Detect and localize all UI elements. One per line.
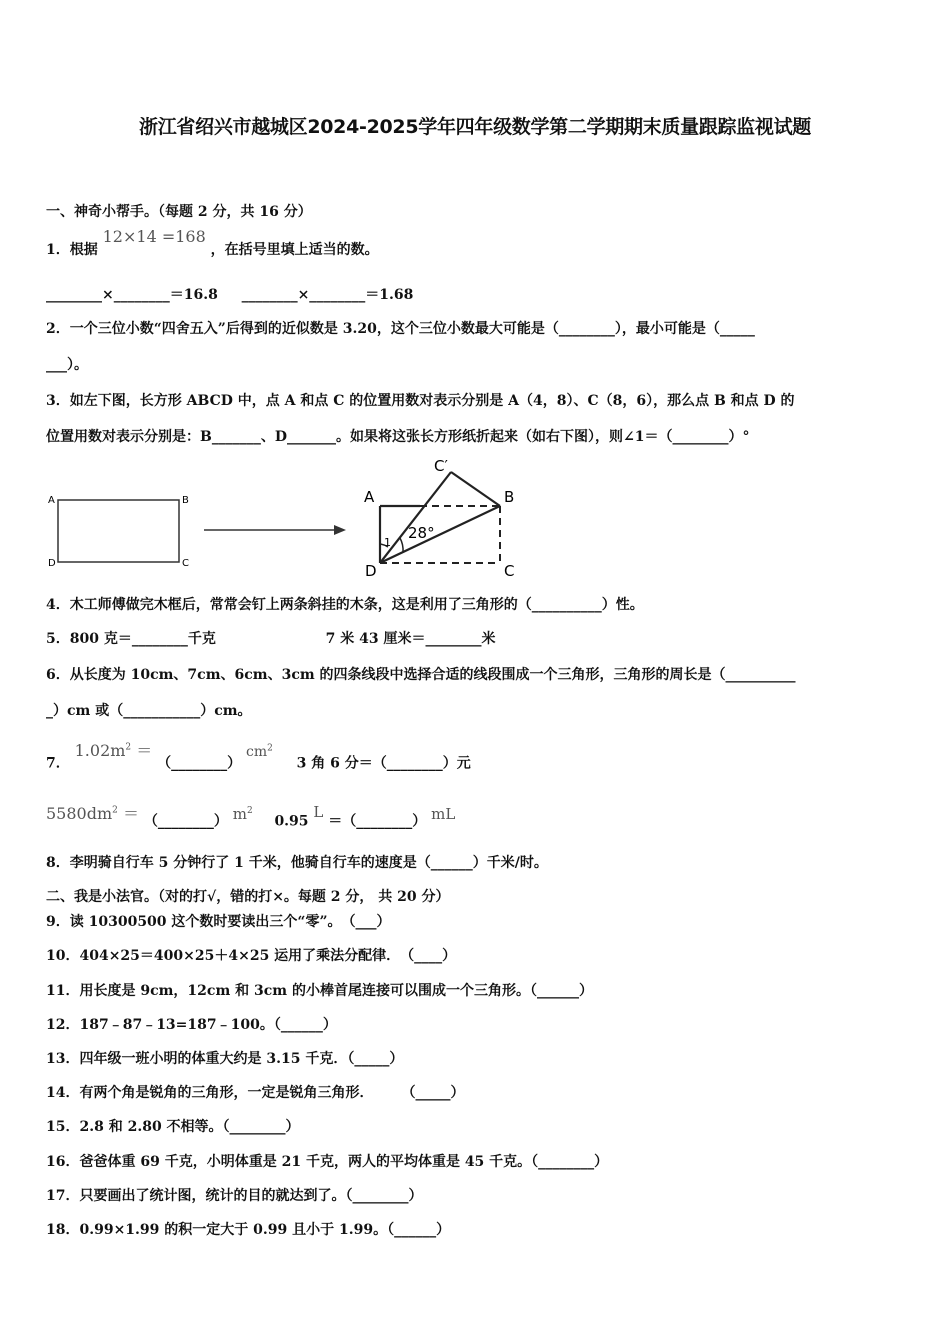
question-6-line2: _）cm 或（___________）cm。 — [46, 703, 252, 719]
q7-volume-value: 0.95 — [274, 813, 309, 830]
arrow-head — [334, 525, 346, 535]
edge-cpb — [451, 472, 500, 506]
question-8: 8．李明骑自行车 5 分钟行了 1 千米，他骑自行车的速度是（______）千米/时。 — [46, 855, 548, 871]
fold-label-a: A — [364, 488, 375, 506]
question-16: 16．爸爸体重 69 千克，小明体重是 21 千克，两人的平均体重是 45 千克。（________） — [46, 1154, 609, 1170]
question-17: 17．只要画出了统计图，统计的目的就达到了。（________） — [46, 1188, 423, 1204]
q7-area-1: $1.02m^2$ ＝ — [74, 741, 153, 761]
angle-28-arc — [400, 538, 403, 552]
label-b: B — [182, 495, 189, 506]
arrow-figure — [200, 520, 350, 540]
section-1-heading: 一、神奇小帮手。（每题 2 分，共 16 分） — [46, 204, 312, 220]
page-title: 浙江省绍兴市越城区2024-2025学年四年级数学第二学期期末质量跟踪监视试题 — [139, 116, 811, 138]
question-7-row2 — [46, 803, 456, 830]
question-12: 12．187﹣87﹣13=187﹣100。（______） — [46, 1017, 337, 1033]
q7-blank-1: （________） — [157, 755, 242, 772]
rectangle-figure — [44, 488, 204, 576]
question-5 — [46, 630, 495, 648]
section-2-heading: 二、我是小法官。（对的打√，错的打×。每题 2 分， 共 20 分） — [46, 889, 450, 905]
folded-figure — [358, 456, 528, 584]
question-15: 15．2.8 和 2.80 不相等。（________） — [46, 1119, 300, 1135]
fold-label-d: D — [365, 562, 377, 580]
question-10: 10．404×25＝400×25＋4×25 运用了乘法分配律． （____） — [46, 948, 457, 964]
edge-dcp — [380, 472, 451, 563]
question-6-line1: 6．从长度为 10cm、7cm、6cm、3cm 的四条线段中选择合适的线段围成一个三角形，三角形的周长是（__________ — [46, 667, 796, 683]
q7-unit-2: $m^2$ — [232, 805, 253, 824]
q1-blank-a: ________×________＝16.8 — [46, 287, 218, 303]
q1-prefix: 1．根据 — [46, 242, 98, 258]
question-1 — [46, 227, 379, 259]
q7-area-2: $5580dm^2$ ＝ — [46, 804, 139, 824]
question-2-line1: 2．一个三位小数“四舍五入”后得到的近似数是 3.20，这个三位小数最大可能是（________），最小可能是（_____ — [46, 321, 755, 337]
question-3-line1: 3．如左下图，长方形 ABCD 中，点 A 和点 C 的位置用数对表示分别是 A（4，8）、C（8，6），那么点 B 和点 D 的 — [46, 393, 795, 409]
question-4: 4．木工师傅做完木框后，常常会钉上两条斜挂的木条，这是利用了三角形的（__________）性。 — [46, 597, 644, 613]
diagonal-db — [380, 506, 500, 563]
q7-unit-3: mL — [431, 805, 456, 824]
q7-part-b: 3 角 6 分＝（________）元 — [296, 755, 471, 772]
q7-volume-unit: L — [313, 803, 324, 822]
question-9: 9．读 10300500 这个数时要读出三个“零”。 （___） — [46, 914, 391, 930]
q5-part-b: 7 米 43 厘米＝________米 — [325, 631, 496, 647]
q1-blank-b: ________×________＝1.68 — [241, 287, 414, 303]
q1-suffix: ，在括号里填上适当的数。 — [210, 242, 379, 258]
q7-unit-1: $cm^2$ — [246, 743, 273, 761]
label-c: C — [182, 558, 189, 569]
angle-28-label: 28° — [408, 524, 435, 542]
fold-label-c-prime: C′ — [434, 457, 448, 475]
q7-blank-2: （________） — [143, 813, 228, 830]
question-13: 13．四年级一班小明的体重大约是 3.15 千克．（_____） — [46, 1051, 404, 1067]
label-a: A — [48, 495, 55, 506]
q7-number: 7． — [46, 755, 70, 772]
question-3-line2: 位置用数对表示分别是：B_______、D_______。如果将这张长方形纸折起来（如右下图），则∠1＝（________）° — [46, 429, 750, 445]
question-2-line2: ___）。 — [46, 357, 88, 373]
q1-formula: 12×14 =168 — [102, 227, 206, 246]
label-d: D — [48, 558, 56, 569]
rectangle-abcd — [58, 500, 179, 562]
question-14: 14．有两个角是锐角的三角形，一定是锐角三角形． （_____） — [46, 1085, 465, 1101]
fold-label-b: B — [504, 488, 515, 506]
q5-part-a: 5．800 克＝________千克 — [46, 631, 216, 647]
question-1-blanks — [46, 286, 413, 304]
q7-blank-3: ＝（________） — [328, 813, 427, 830]
angle-1-label: 1 — [384, 536, 391, 549]
question-11: 11．用长度是 9cm，12cm 和 3cm 的小棒首尾连接可以围成一个三角形。（______） — [46, 983, 593, 999]
fold-label-c: C — [504, 562, 515, 580]
question-18: 18．0.99×1.99 的积一定大于 0.99 且小于 1.99。（______） — [46, 1222, 451, 1238]
question-7-row1 — [46, 741, 471, 772]
